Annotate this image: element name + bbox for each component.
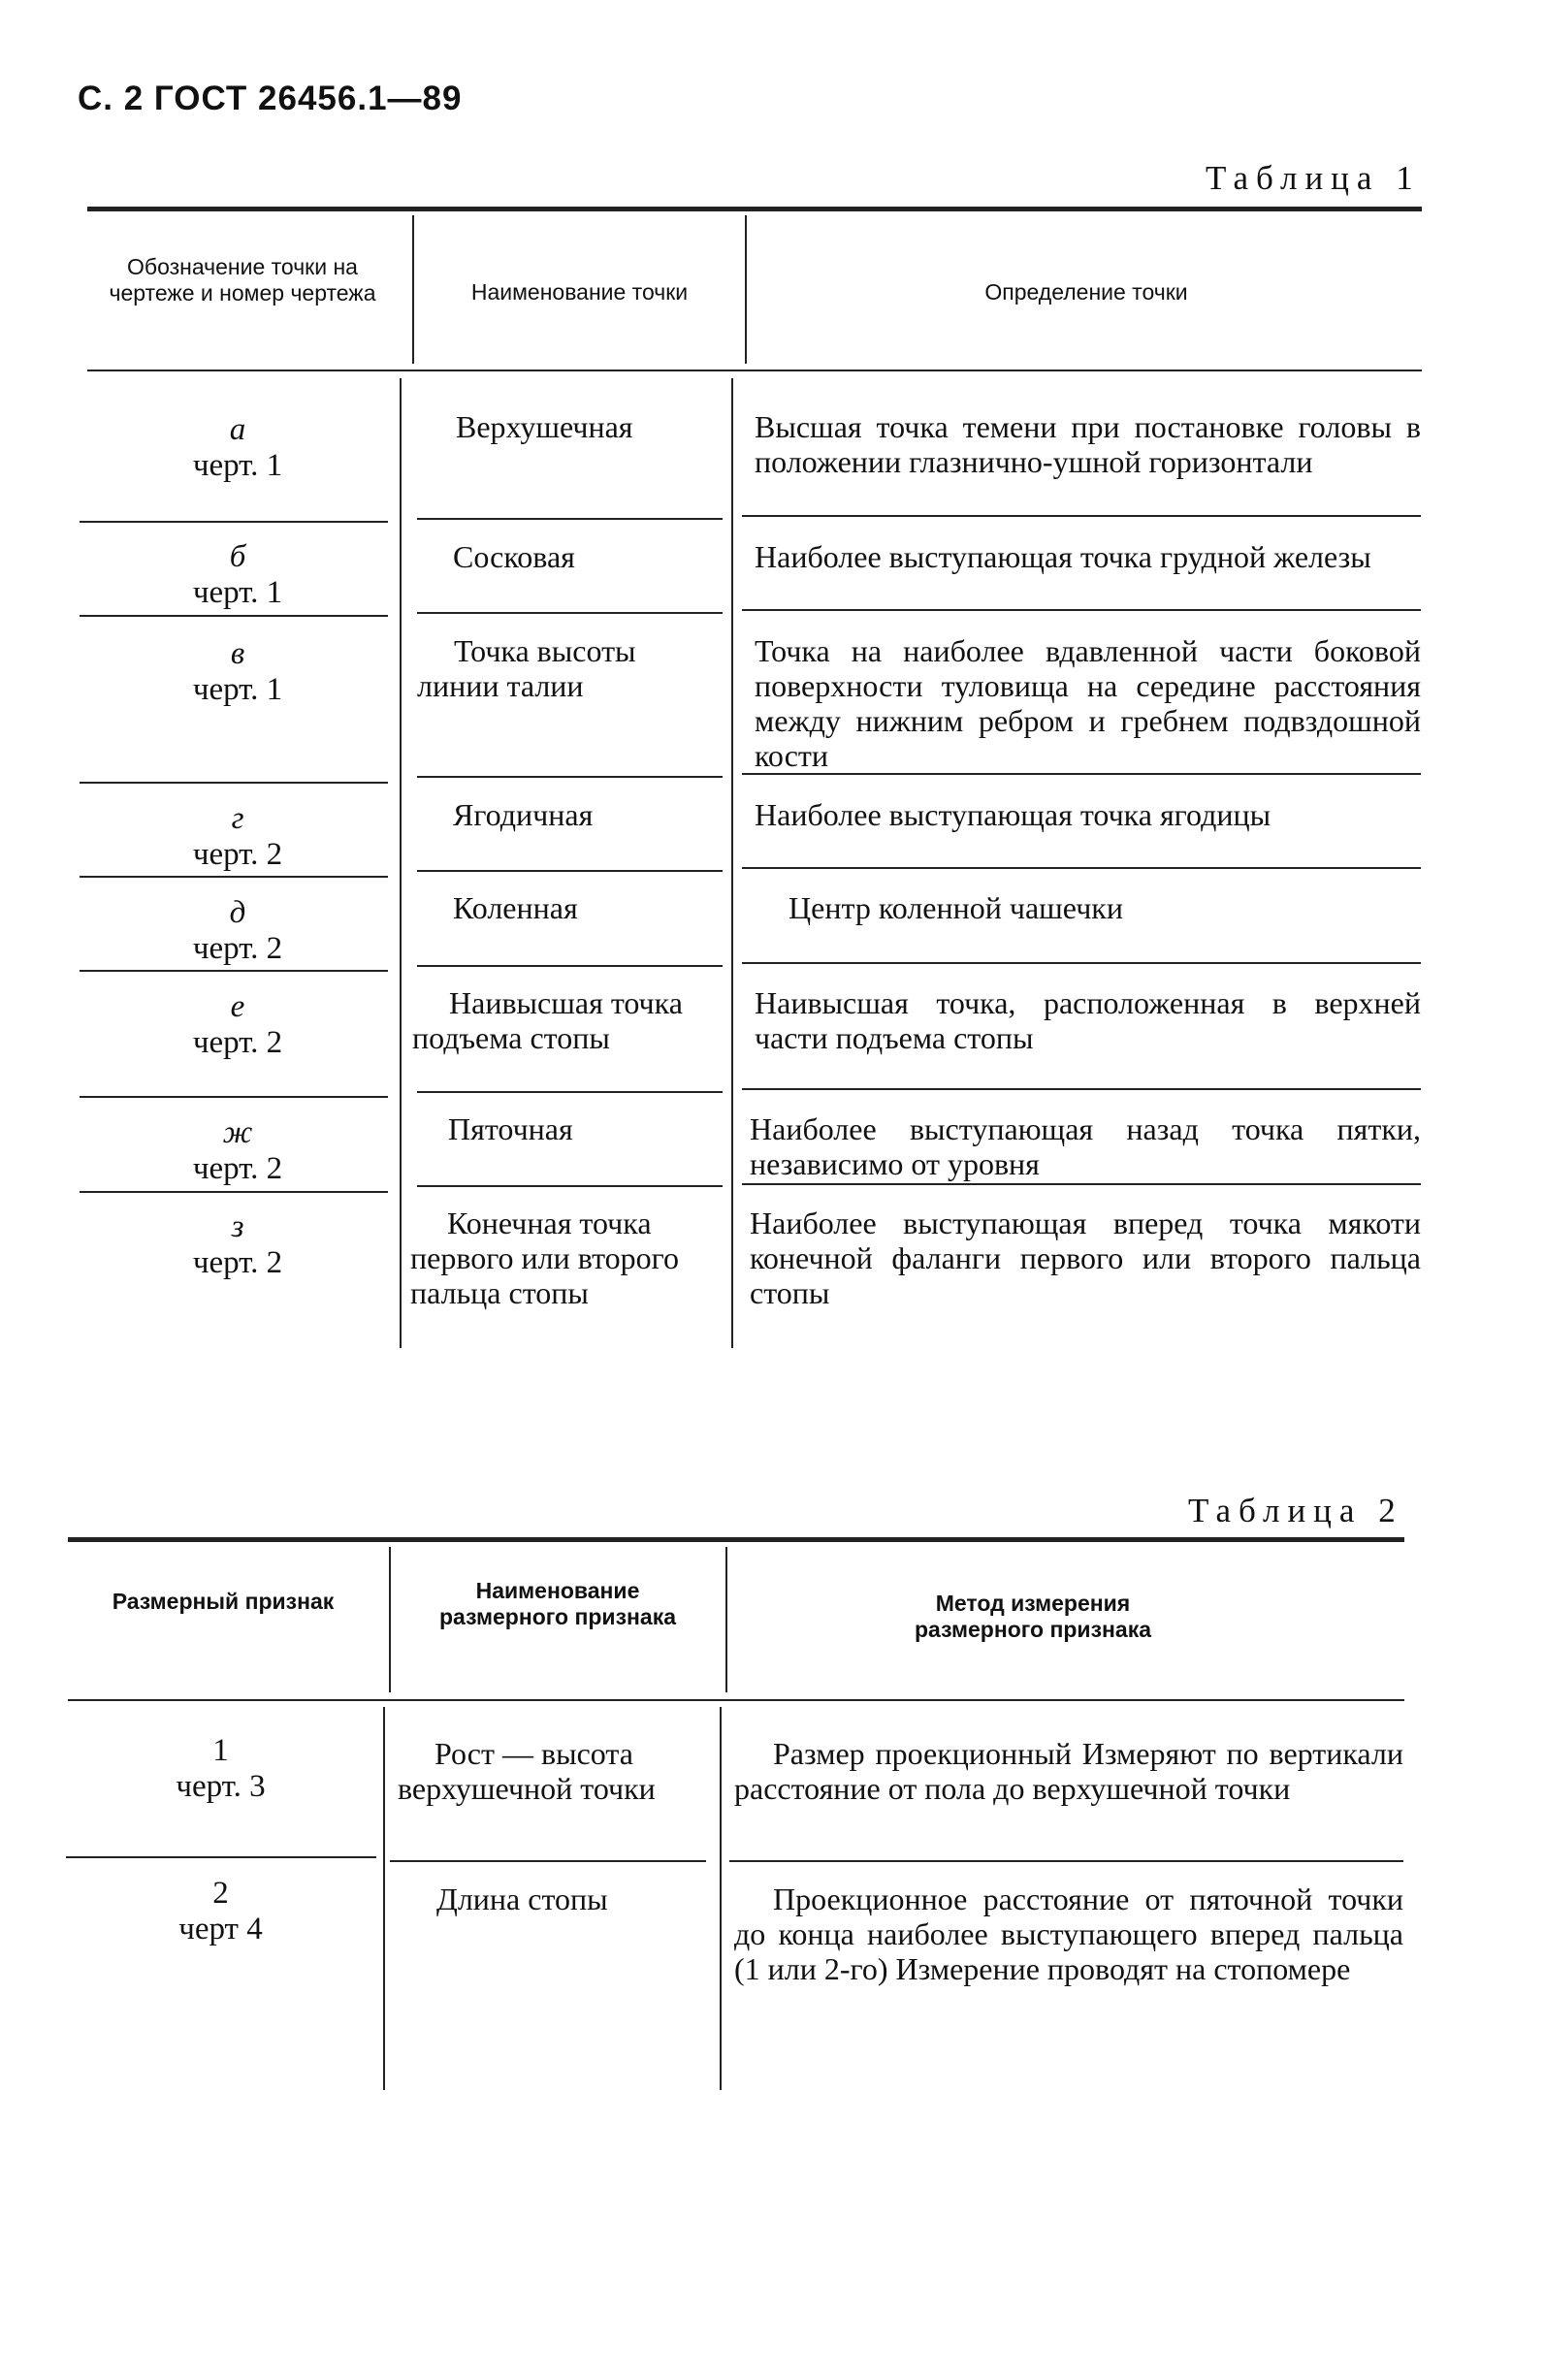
table-row: [136, 1733, 306, 1805]
table1-vrule: [412, 215, 414, 364]
point-name: Ягодичная: [453, 797, 594, 832]
table1-header-rule: [87, 370, 1422, 371]
table1-row-rule: [742, 1088, 1421, 1090]
table2-vrule: [389, 1547, 391, 1692]
page-header: С. 2 ГОСТ 26456.1—89: [78, 80, 463, 117]
feature-number: 2: [212, 1876, 229, 1911]
table1-row-rule: [80, 782, 388, 784]
point-definition: Наиболее выступающая вперед точка мякоти конечной фаланги первого или второго пальца стопы: [750, 1206, 1421, 1310]
table1-row-rule: [80, 970, 388, 972]
drawing-ref: черт. 3: [176, 1769, 266, 1804]
feature-number: 1: [212, 1733, 229, 1768]
table2-caption: Таблица 2: [1188, 1492, 1403, 1529]
feature-name: Длина стопы: [436, 1881, 608, 1916]
drawing-ref: черт. 2: [192, 931, 283, 966]
table2-col-header-name: Наименование размерного признака: [439, 1578, 676, 1629]
table1-row-rule: [742, 1183, 1421, 1185]
table-row: [155, 801, 320, 873]
drawing-ref: черт. 2: [192, 1245, 283, 1280]
table1-row-rule: [80, 521, 388, 523]
feature-name: Рост — высота верхушечной точки: [398, 1736, 656, 1806]
point-definition: Наивысшая точка, расположенная в верхней части подъема стопы: [755, 985, 1421, 1055]
point-letter: а: [229, 412, 246, 447]
drawing-ref: черт 4: [178, 1912, 263, 1946]
table1-caption: Таблица 1: [1206, 159, 1421, 197]
drawing-ref: черт. 2: [192, 1151, 283, 1186]
drawing-ref: черт. 2: [192, 837, 283, 872]
table2-col-header-feature: Размерный признак: [112, 1589, 335, 1614]
table1-vrule: [745, 215, 747, 364]
table2-row-rule: [729, 1860, 1403, 1862]
table1-row-rule: [80, 876, 388, 878]
table-row: [155, 412, 320, 484]
table1-row-rule: [417, 965, 723, 967]
drawing-ref: черт. 2: [192, 1025, 283, 1060]
table-row: [155, 1209, 320, 1281]
table2-vrule: [383, 1707, 385, 2090]
point-name: Пяточная: [448, 1111, 573, 1146]
table1-row-rule: [742, 773, 1421, 775]
point-letter: г: [231, 801, 244, 836]
table1-vrule: [400, 378, 402, 1348]
point-letter: д: [229, 895, 246, 930]
point-name: Конечная точка первого или второго пальца стопы: [410, 1206, 679, 1310]
table-row: [155, 539, 320, 611]
point-letter: в: [230, 636, 245, 671]
table-row: [155, 636, 320, 708]
table1-vrule: [731, 378, 733, 1348]
point-definition: Точка на наиболее вдавленной части боковой поверхности туловища на середине расстояния между нижним ребром и гребнем подвздошной кости: [755, 633, 1421, 773]
table1-top-rule: [87, 207, 1422, 211]
point-definition: Наиболее выступающая назад точка пятки, независимо от уровня: [750, 1111, 1421, 1181]
point-name: Сосковая: [453, 539, 575, 574]
table1-row-rule: [417, 612, 723, 614]
table2-vrule: [725, 1547, 727, 1692]
table1-row-rule: [80, 615, 388, 617]
point-definition: Наиболее выступающая точка грудной железы: [755, 539, 1371, 574]
table2-col-header-method: Метод измерения размерного признака: [915, 1591, 1151, 1642]
table2-row-rule: [390, 1860, 706, 1862]
table-row: [155, 895, 320, 967]
table-row: [155, 1115, 320, 1187]
table1-row-rule: [417, 870, 723, 872]
point-letter: е: [230, 989, 245, 1024]
point-name: Точка высоты линии талии: [417, 633, 636, 703]
table2-header-rule: [68, 1699, 1404, 1701]
point-name: Верхушечная: [456, 409, 633, 444]
table1-row-rule: [742, 609, 1421, 611]
point-letter: з: [231, 1209, 244, 1244]
point-definition: Центр коленной чашечки: [789, 890, 1123, 925]
table1-row-rule: [80, 1191, 388, 1193]
point-name: Коленная: [453, 890, 578, 925]
table-row: [155, 989, 320, 1061]
table1-col-header-definition: Определение точки: [984, 279, 1188, 305]
drawing-ref: черт. 1: [192, 448, 283, 483]
table1-row-rule: [80, 1096, 388, 1098]
table2-row-rule: [66, 1856, 376, 1858]
table1-col-header-name: Наименование точки: [470, 279, 689, 305]
drawing-ref: черт. 1: [192, 575, 283, 610]
point-definition: Высшая точка темени при постановке головы в положении глазнично-ушной горизонтали: [755, 409, 1421, 479]
point-definition: Наиболее выступающая точка ягодицы: [755, 797, 1271, 832]
table1-row-rule: [417, 1091, 723, 1093]
table1-row-rule: [742, 867, 1421, 869]
table1-row-rule: [417, 1185, 723, 1187]
table1-col-header-code: Обозначение точки на чертеже и номер чертежа: [109, 254, 376, 306]
table-row: [136, 1876, 306, 1947]
table2-vrule: [720, 1707, 722, 2090]
point-letter: б: [229, 539, 246, 574]
table1-row-rule: [417, 518, 723, 520]
point-name: Наивысшая точка подъема стопы: [412, 985, 683, 1055]
point-letter: ж: [222, 1115, 253, 1150]
table1-row-rule: [417, 776, 723, 778]
measurement-method: Размер проекционный Измеряют по вертикали расстояние от пола до верхушечной точки: [734, 1736, 1403, 1806]
table2-top-rule: [68, 1537, 1404, 1542]
table1-row-rule: [742, 515, 1421, 517]
measurement-method: Проекционное расстояние от пяточной точки до конца наиболее выступающего вперед пальца (1 или 2-го) Измерение проводят на стопомере: [734, 1881, 1403, 1986]
table1-row-rule: [742, 962, 1421, 964]
drawing-ref: черт. 1: [192, 672, 283, 707]
